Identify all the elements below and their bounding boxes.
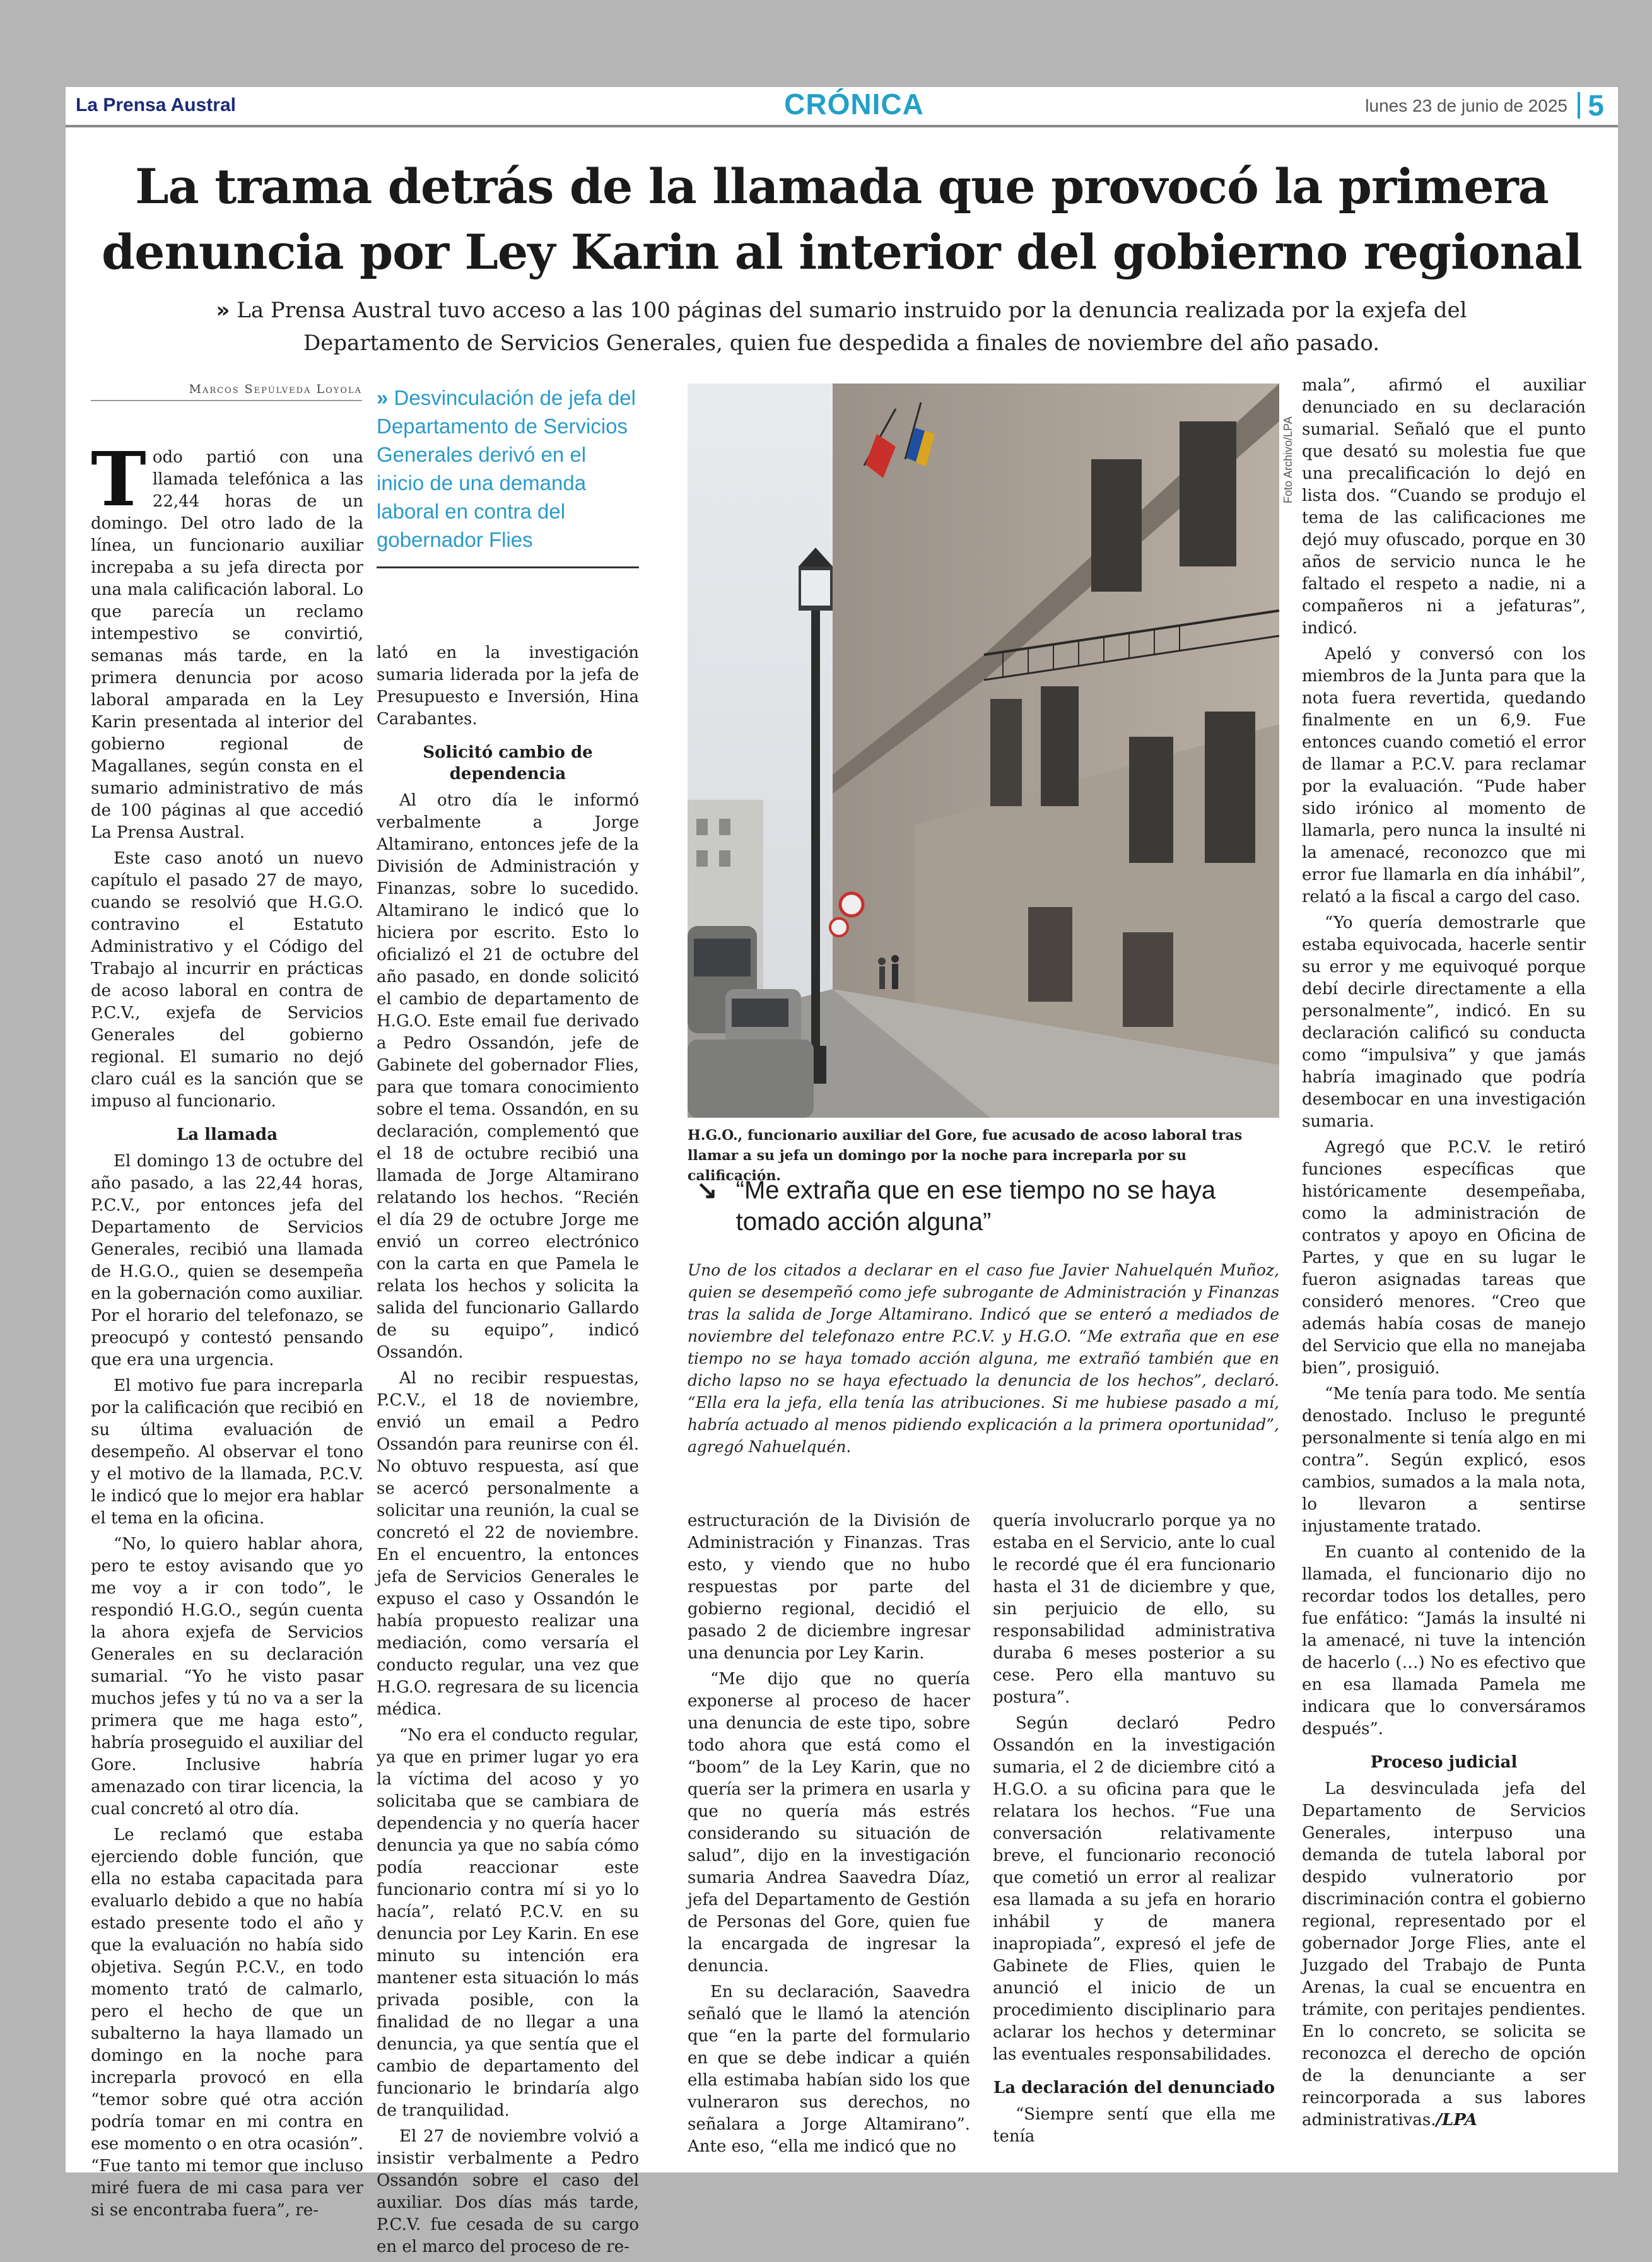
- deck: [160, 294, 1523, 360]
- building-street-illustration: [688, 384, 1279, 1118]
- paragraph: “No, lo quiero hablar ahora, pero te estoy avisando que yo me voy a ir con todo”, le respondió H.G.O., según cuenta la ahora exjefa de Servicios Generales en su declaración sumarial. “Yo he visto pasar muchos jefes y tú no va a ser la primera que me haga esto”, habría proseguido el auxiliar del Gore. Inclusive habría amenazado con tirar licencia, la cual concretó al otro día.: [91, 1535, 363, 1819]
- sidebar-heading: [696, 1175, 1289, 1238]
- article-column-4: [993, 1510, 1275, 2152]
- paragraph: lató en la investigación sumaria liderada por la jefa de Presupuesto e Inversión, Hina Carabantes.: [377, 643, 639, 729]
- paragraph: En cuanto al contenido de la llamada, el funcionario dijo no recordar todos los detalles, pero fue enfático: “Jamás la insulté ni la amenacé, ni tuve la intención de hacerlo (…) No es efectivo que en esa llamada Pamela me indicara que lo conversáramos después”.: [1302, 1543, 1586, 1738]
- paragraph: Agregó que P.C.V. le retiró funciones específicas que históricamente desempeñaba, como la administración de contratos y apoyo en Oficina de Partes, y que en su lugar le fueron asignadas tareas que consideró menores. “Creo que además había cosas de manejo del Servicio que ella no manejaba bien”, prosiguió.: [1302, 1138, 1586, 1378]
- publication-name: La Prensa Austral: [76, 95, 236, 115]
- article-column-2: [377, 642, 639, 2262]
- issue-date: lunes 23 de junio de 2025: [1365, 96, 1567, 115]
- paragraph: “Siempre sentí que ella me tenía: [993, 2105, 1275, 2146]
- paragraph: quería involucrarlo porque ya no estaba en el Servicio, ante lo cual le recordé que él era funcionario hasta el 31 de diciembre y que, sin perjuicio de ello, su responsabilidad administrativa duraba 6 meses posterior a su cese. Pero ella mantuvo su postura”.: [993, 1511, 1275, 1707]
- page-header: [66, 87, 1618, 132]
- paragraph: La desvinculada jefa del Departamento de Servicios Generales, interpuso una demanda de tutela laboral por despido vulneratorio por discriminación contra el gobierno regional, representado por el gobernador Jorge Flies, ante el Juzgado del Trabajo de Punta Arenas, la cual se encuentra en trámite, con peritajes pendientes. En lo concreto, se solicita se reconozca el derecho de opción de la denunciante a ser reincorporada a sus labores administrativas./LPA: [1302, 1779, 1586, 2130]
- double-chevron-icon: »: [216, 298, 230, 323]
- paragraph: Apeló y conversó con los miembros de la Junta para que la nota fuera revertida, quedando finalmente en un 6,9. Fue entonces cuando cometió el error de llamar a P.C.V. para reclamar por la evaluación. “Pude haber sido irónico al momento de llamarla, pero nunca la insulté ni la amenacé, reconozco que mi error fue llamarla en día inhábil”, relató a la fiscal a cargo del caso.: [1302, 645, 1586, 906]
- paragraph: Según declaró Pedro Ossandón en la investigación sumaria, el 2 de diciembre citó a H.G.O. a su oficina para que le relatara los hechos. “Fue una conversación relativamente breve, el funcionario reconoció que cometió un error al realizar esa llamada a su jefa en horario inhábil y de manera inapropiada”, expresó el jefe de Gabinete de Flies, quien le anunció el inicio de un procedimiento disciplinario para aclarar los hechos y determinar las eventuales responsabilidades.: [993, 1714, 1275, 2064]
- paragraph: mala”, afirmó el auxiliar denunciado en su declaración sumarial. Señaló que el punto que desató su molestia fue que una precalificación lo dejó en lista dos. “Cuando se produjo el tema de las calificaciones me dejó muy ofuscado, porque en 30 años de servicio nunca le he faltado el respeto a nadie, ni a compañeros ni a jefaturas”, indicó.: [1302, 376, 1586, 638]
- street-photo: [688, 384, 1279, 1118]
- paragraph: El domingo 13 de octubre del año pasado, a las 22,44 horas, P.C.V., por entonces jefa del Departamento de Servicios Generales, recibió una llamada de H.G.O., quien se desempeña en la gobernación como auxiliar. Por el horario del telefonazo, se preocupó y contestó pensando que era una urgencia.: [91, 1152, 363, 1369]
- signature: /LPA: [1436, 2111, 1478, 2130]
- header-rule: [66, 125, 1618, 127]
- paragraph: El 27 de noviembre volvió a insistir verbalmente a Pedro Ossandón sobre el caso del auxiliar. Dos días más tarde, P.C.V. fue cesada de su cargo en el marco del proceso de re-: [377, 2127, 639, 2256]
- drop-cap: T: [91, 435, 146, 523]
- article-column-1: [91, 435, 363, 2225]
- sidebar-text: Uno de los citados a declarar en el caso fue Javier Nahuelquén Muñoz, quien se desempeñó como jefe subrogante de Administración y Finanzas tras la salida de Jorge Altamirano. Indicó que se enteró a mediados de noviembre del telefonazo entre P.C.V. y H.G.O. “Me extraña que en ese tiempo no se haya tomado acción alguna, me extrañó también que en dicho lapso no se haya efectuado la denuncia de los hechos”, declaró. “Ella era la jefa, ella tenía las atribuciones. Si me hubiese pasado a mí, habría actuado al menos pidiendo explicación a la primera oportunidad”, agregó Nahuelquén.: [688, 1261, 1279, 1456]
- paragraph: El motivo fue para increparla por la calificación que recibió en su última evaluación de desempeño. Al observar el tono y el motivo de la llamada, P.C.V. le indicó que lo mejor era hablar el tema en la oficina.: [91, 1376, 363, 1528]
- subheading-declaracion-denunciado: La declaración del denunciado: [993, 2078, 1275, 2097]
- article-column-3: [688, 1510, 970, 2162]
- pull-quote: [377, 384, 639, 568]
- paragraph: estructuración de la División de Administración y Finanzas. Tras esto, y viendo que no hubo respuestas por parte del gobierno regional, decidió el pasado 2 de diciembre ingresar una denuncia por Ley Karin.: [688, 1511, 970, 1663]
- paragraph: Este caso anotó un nuevo capítulo el pasado 27 de mayo, cuando se resolvió que H.G.O. contravino el Estatuto Administrativo y el Código del Trabajo al incurrir en prácticas de acoso laboral en contra de P.C.V., exjefa de Servicios Generales del gobierno regional. El sumario no dejó claro cuál es la sanción que se impuso al funcionario.: [91, 849, 363, 1111]
- paragraph: Todo partió con una llamada telefónica a las 22,44 horas de un domingo. Del otro lado de la línea, un funcionario auxiliar increpaba a su jefa directa por una mala calificación laboral. Lo que parecía un reclamo intempestivo se convirtió, semanas más tarde, en la primera denuncia por acoso laboral amparada en la Ley Karin presentada al interior del gobierno regional de Magallanes, según consta en el sumario administrativo de más de 100 páginas al que accedió La Prensa Austral.: [91, 435, 363, 842]
- header-divider: [1578, 92, 1580, 119]
- sidebar-heading-text: “Me extraña que en ese tiempo no se haya tomado acción alguna”: [735, 1176, 1216, 1236]
- photo-caption: H.G.O., funcionario auxiliar del Gore, fue acusado de acoso laboral tras llamar a su jefa un domingo por la noche para increparla por su calificación.: [688, 1127, 1243, 1184]
- headline: La trama detrás de la llamada que provocó la primera denuncia por Ley Karin al interior del gobierno regional: [102, 158, 1582, 280]
- double-chevron-icon: »: [377, 386, 389, 409]
- pull-quote-text: Desvinculación de jefa del Departamento de Servicios Generales derivó en el inicio de una demanda laboral en contra del gobernador Flies: [377, 386, 636, 551]
- byline: Marcos Sepúlveda Loyola: [91, 382, 362, 401]
- page-number: 5: [1588, 89, 1604, 122]
- section-title: CRÓNICA: [784, 88, 924, 120]
- subheading-la-llamada: La llamada: [176, 1125, 278, 1144]
- paragraph: “No era el conducto regular, ya que en primer lugar yo era la víctima del acoso y yo solicitaba que se cambiara de dependencia y no quería hacer denuncia ya que no sabía cómo podía reaccionar este funcionario contra mí si yo lo hacía”, relató P.C.V. en su denuncia por Ley Karin. En ese minuto su intención era mantener esta situación lo más privada posible, con la finalidad de no llegar a una denuncia, ya que sentía que el cambio de departamento del funcionario le brindaría algo de tranquilidad.: [377, 1726, 639, 2120]
- paragraph: Al no recibir respuestas, P.C.V., el 18 de noviembre, envió un email a Pedro Ossandón para reunirse con él. No obtuvo respuesta, así que se acercó personalmente a solicitar una reunión, la cual se concretó el 22 de noviembre. En el encuentro, la entonces jefa de Servicios Generales le expuso el caso y Ossandón le había propuesto realizar una mediación, como versaría el conducto regular, una vez que H.G.O. regresara de su licencia médica.: [377, 1369, 639, 1719]
- paragraph: Le reclamó que estaba ejerciendo doble función, que ella no estaba capacitada para evaluarlo debido a que no había estado presente todo el año y que la evaluación no había sido objetiva. Según P.C.V., en todo momento trató de calmarlo, pero el hecho de que un subalterno la haya llamado un domingo en la noche para increparla provocó en ella “temor sobre qué otra acción podría tomar en mi contra en ese momento o en otra ocasión”. “Fue tanto mi temor que incluso miré fuera de mi casa para ver si se encontraba fuera”, re-: [91, 1825, 363, 2220]
- paragraph: En su declaración, Saavedra señaló que le llamó la atención que “en la parte del formulario en que se debe indicar a quién ella estimaba habían sido los que vulneraron sus derechos, no señalara a Jorge Altamirano”. Ante eso, “ella me indicó que no: [688, 1983, 970, 2156]
- paragraph: “Me tenía para todo. Me sentía denostado. Incluso le pregunté personalmente si tenía algo en mi contra”. Según explicó, esos cambios, sumados a la mala nota, lo llevaron a sentirse injustamente tratado.: [1302, 1385, 1586, 1536]
- subheading-solicito-cambio: Solicitó cambio de dependencia: [423, 743, 593, 783]
- photo-credit: Foto Archivo/LPA: [1282, 416, 1294, 503]
- paragraph: “Yo quería demostrarle que estaba equivocada, hacerle sentir su error y me equivoqué porque debí decirle directamente a ella personalmente”, indicó. En su declaración calificó su conducta como “impulsiva” y que jamás habría imaginado que podría desembocar en una investigación sumaria.: [1302, 913, 1586, 1131]
- subheading-proceso-judicial: Proceso judicial: [1370, 1753, 1518, 1772]
- paragraph: “Me dijo que no quería exponerse al proceso de hacer una denuncia de este tipo, sobre todo ahora que está como el “boom” de la Ley Karin, que no quería ser la primera en usarla y que no quería más estrés considerando su situación de salud”, dijo en la investigación sumaria Andrea Saavedra Díaz, jefa del Departamento de Gestión de Personas del Gore, quien fue la encargada de ingresar la denuncia.: [688, 1670, 970, 1976]
- deck-text: La Prensa Austral tuvo acceso a las 100 páginas del sumario instruido por la denuncia realizada por la exjefa del Departamento de Servicios Generales, quien fue despedida a finales de noviembre del año pasado.: [237, 298, 1467, 356]
- arrow-down-right-icon: ↘: [696, 1176, 718, 1204]
- article-column-5: [1302, 375, 1586, 2135]
- paragraph: Al otro día le informó verbalmente a Jorge Altamirano, entonces jefe de la División de Administración y Finanzas, sobre lo sucedido. Altamirano le indicó que lo hiciera por escrito. Esto lo oficializó el 21 de octubre del año pasado, en donde solicitó el cambio de departamento de H.G.O. Este email fue derivado a Pedro Ossandón, jefe de Gabinete del gobernador Flies, para que tomara conocimiento sobre el tema. Ossandón, en su declaración, complementó que el 18 de octubre recibió una llamada de Jorge Altamirano relatando los hechos. “Recién el día 29 de octubre Jorge me envió un correo electrónico con la carta en que Pamela le relata los hechos y solicita la salida del funcionario Gallardo de su equipo”, indicó Ossandón.: [377, 791, 639, 1362]
- newspaper-page: [66, 87, 1618, 2256]
